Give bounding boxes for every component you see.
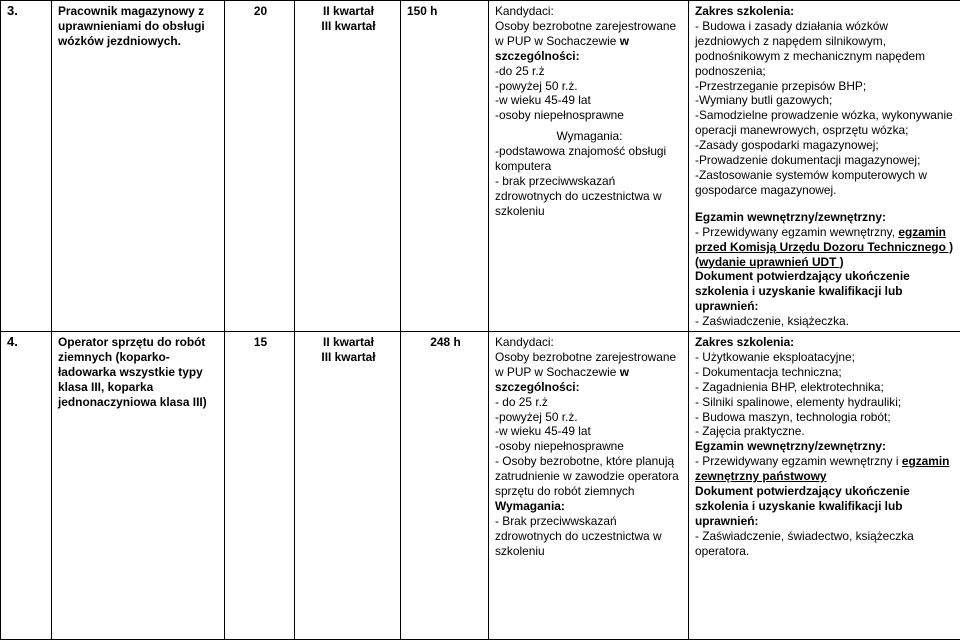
candidates-intro: Osoby bezrobotne zarejestrowane w PUP w Sochaczewie — [495, 350, 676, 379]
requirement-item: - brak przeciwwskazań zdrowotnych do uczestnictwa w szkoleniu — [495, 174, 684, 219]
quarter-1: II kwartał — [301, 335, 396, 350]
course-title: Pracownik magazynowy z uprawnieniami do obsługi wózków jezdniowych. — [52, 1, 225, 332]
candidate-item: -osoby niepełnosprawne — [495, 439, 684, 454]
row-number: 3. — [1, 1, 52, 332]
scope-item: -Wymiany butli gazowych; — [695, 93, 956, 108]
scope-item: -Samodzielne prowadzenie wózka, wykonywanie operacji manewrowych, osprzętu wózka; — [695, 108, 956, 138]
scope-label: Zakres szkolenia: — [695, 4, 956, 19]
document-label: Dokument potwierdzający ukończenie szkolenia i uzyskanie kwalifikacji lub uprawnień: — [695, 484, 956, 529]
quarter-2: III kwartał — [301, 19, 396, 34]
scope-item: -Zastosowanie systemów komputerowych w gospodarce magazynowej. — [695, 168, 956, 198]
requirements-label: Wymagania: — [495, 499, 684, 514]
scope-cell — [689, 1, 960, 332]
scope-item: -Przestrzeganie przepisów BHP; — [695, 79, 956, 94]
document-value: - Zaświadczenie, świadectwo, książeczka operatora. — [695, 529, 956, 559]
candidates-intro-bold: w szczególności: — [495, 34, 629, 63]
requirements-label: Wymagania: — [495, 129, 684, 144]
course-title: Operator sprzętu do robót ziemnych (koparko-ładowarka wszystkie typy klasa III, koparka jednonaczyniowa klasa III) — [52, 332, 225, 640]
course-hours: 150 h — [401, 1, 489, 332]
candidates-label: Kandydaci: — [495, 335, 684, 350]
candidate-item: -powyżej 50 r.ż. — [495, 410, 684, 425]
table-row — [1, 332, 960, 640]
requirement-item: - Brak przeciwwskazań zdrowotnych do uczestnictwa w szkoleniu — [495, 514, 684, 559]
candidates-cell — [489, 1, 689, 332]
candidate-item: -w wieku 45-49 lat — [495, 93, 684, 108]
quarter-1: II kwartał — [301, 4, 396, 19]
candidate-item: - Osoby bezrobotne, które planują zatrudnienie w zawodzie operatora sprzętu do robót ziemnych — [495, 454, 684, 499]
quarter-2: III kwartał — [301, 350, 396, 365]
candidate-item: -do 25 r.ż — [495, 64, 684, 79]
candidate-item: - do 25 r.ż — [495, 395, 684, 410]
scope-item: - Budowa i zasady działania wózków jezdniowych z napędem silnikowym, podnośnikowym z mechanicznym napędem podnoszenia; — [695, 19, 956, 79]
document-value: - Zaświadczenie, książeczka. — [695, 314, 956, 329]
table-row — [1, 1, 960, 332]
scope-item: - Silniki spalinowe, elementy hydrauliki; — [695, 395, 956, 410]
candidates-intro: Osoby bezrobotne zarejestrowane w PUP w Sochaczewie — [495, 19, 676, 48]
exam-label: Egzamin wewnętrzny/zewnętrzny: — [695, 439, 956, 454]
quarters — [295, 332, 401, 640]
course-hours: 248 h — [401, 332, 489, 640]
scope-item: - Dokumentacja techniczna; — [695, 365, 956, 380]
candidate-item: -powyżej 50 r.ż. — [495, 79, 684, 94]
scope-item: - Budowa maszyn, technologia robót; — [695, 410, 956, 425]
scope-item: - Zagadnienia BHP, elektrotechnika; — [695, 380, 956, 395]
candidates-cell — [489, 332, 689, 640]
participant-count: 20 — [225, 1, 295, 332]
exam-text: - Przewidywany egzamin wewnętrzny i — [695, 454, 902, 468]
participant-count: 15 — [225, 332, 295, 640]
candidates-intro-bold: w szczególności: — [495, 365, 629, 394]
candidates-label: Kandydaci: — [495, 4, 684, 19]
exam-text: - Przewidywany egzamin wewnętrzny, — [695, 225, 898, 239]
document-label: Dokument potwierdzający ukończenie szkolenia i uzyskanie kwalifikacji lub uprawnień: — [695, 269, 956, 314]
scope-label: Zakres szkolenia: — [695, 335, 956, 350]
scope-item: -Zasady gospodarki magazynowej; — [695, 138, 956, 153]
requirement-item: -podstawowa znajomość obsługi komputera — [495, 144, 684, 174]
candidate-item: -osoby niepełnosprawne — [495, 108, 684, 123]
exam-label: Egzamin wewnętrzny/zewnętrzny: — [695, 210, 956, 225]
row-number: 4. — [1, 332, 52, 640]
exam-underlined: egzamin przed Komisją Urzędu Dozoru Technicznego )(wydanie uprawnień UDT ) — [695, 225, 953, 269]
scope-item: - Użytkowanie eksploatacyjne; — [695, 350, 956, 365]
quarters — [295, 1, 401, 332]
scope-item: -Prowadzenie dokumentacji magazynowej; — [695, 153, 956, 168]
exam-underlined: egzamin zewnętrzny państwowy — [695, 454, 949, 483]
scope-item: - Zajęcia praktyczne. — [695, 424, 956, 439]
candidate-item: -w wieku 45-49 lat — [495, 424, 684, 439]
scope-cell — [689, 332, 960, 640]
